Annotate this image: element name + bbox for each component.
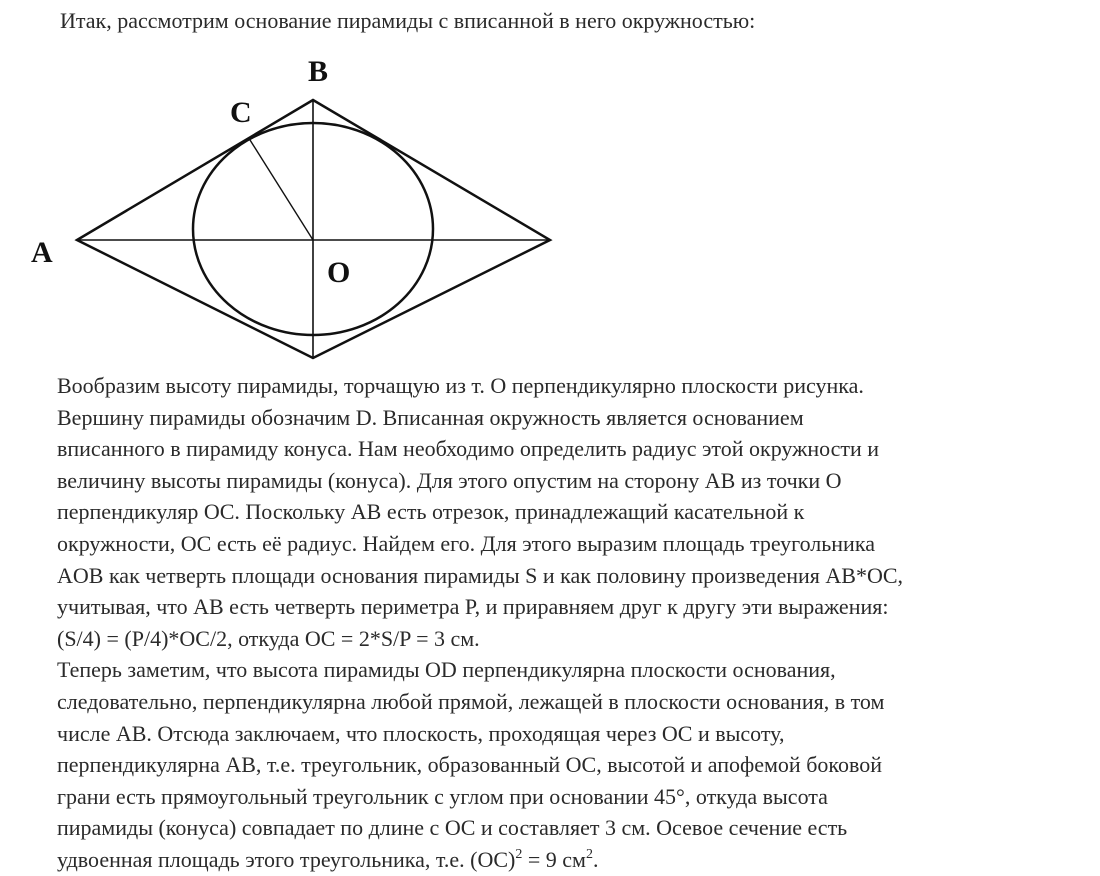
label-b: B [308,55,329,88]
superscript-squared: 2 [515,846,523,862]
text-line: вписанного в пирамиду конуса. Нам необходимо определить радиус этой окружности и [57,436,880,462]
label-o: O [327,256,351,289]
text-line: грани есть прямоугольный треугольник с углом при основании 45°, откуда высота [57,783,828,809]
text-line: окружности, OC есть её радиус. Найдем его. Для этого выразим площадь треугольника [57,530,875,556]
label-a: A [31,236,53,269]
text-line: перпендикулярна AB, т.е. треугольник, образованный OC, высотой и апофемой боковой [57,752,882,778]
text-line: AOB как четверть площади основания пирамиды S и как половину произведения AB*OC, [57,562,904,588]
explanation-text [57,370,1087,876]
last-line-start: удвоенная площадь этого треугольника, т.е. (OC) [57,846,516,872]
last-line-end: . [592,846,599,872]
text-line: пирамиды (конуса) совпадает по длине с OC и составляет 3 см. Осевое сечение есть [57,815,848,841]
text-line: Теперь заметим, что высота пирамиды OD перпендикулярна плоскости основания, [57,657,836,683]
text-line: Вершину пирамиды обозначим D. Вписанная окружность является основанием [57,404,804,430]
text-line: учитывая, что AB есть четверть периметра P, и приравняем друг к другу эти выражения: [57,594,889,620]
text-line: числе AB. Отсюда заключаем, что плоскость, проходящая через OC и высоту, [57,720,785,746]
radius-oc [250,140,313,240]
text-line: Вообразим высоту пирамиды, торчащую из т. О перпендикулярно плоскости рисунка. [57,373,864,398]
text-line: следовательно, перпендикулярна любой прямой, лежащей в плоскости основания, в том [57,688,885,714]
text-line: перпендикуляр OC. Поскольку AB есть отрезок, принадлежащий касательной к [57,499,805,525]
superscript-squared: 2 [585,846,593,862]
text-line: (S/4) = (P/4)*OC/2, откуда OC = 2*S/P = 3 см. [57,625,480,651]
intro-text: Итак, рассмотрим основание пирамиды с вписанной в него окружностью: [60,8,756,33]
last-line-middle: = 9 см [522,846,586,872]
label-c: C [230,96,252,129]
text-line: величину высоты пирамиды (конуса). Для этого опустим на сторону AB из точки O [57,467,842,493]
